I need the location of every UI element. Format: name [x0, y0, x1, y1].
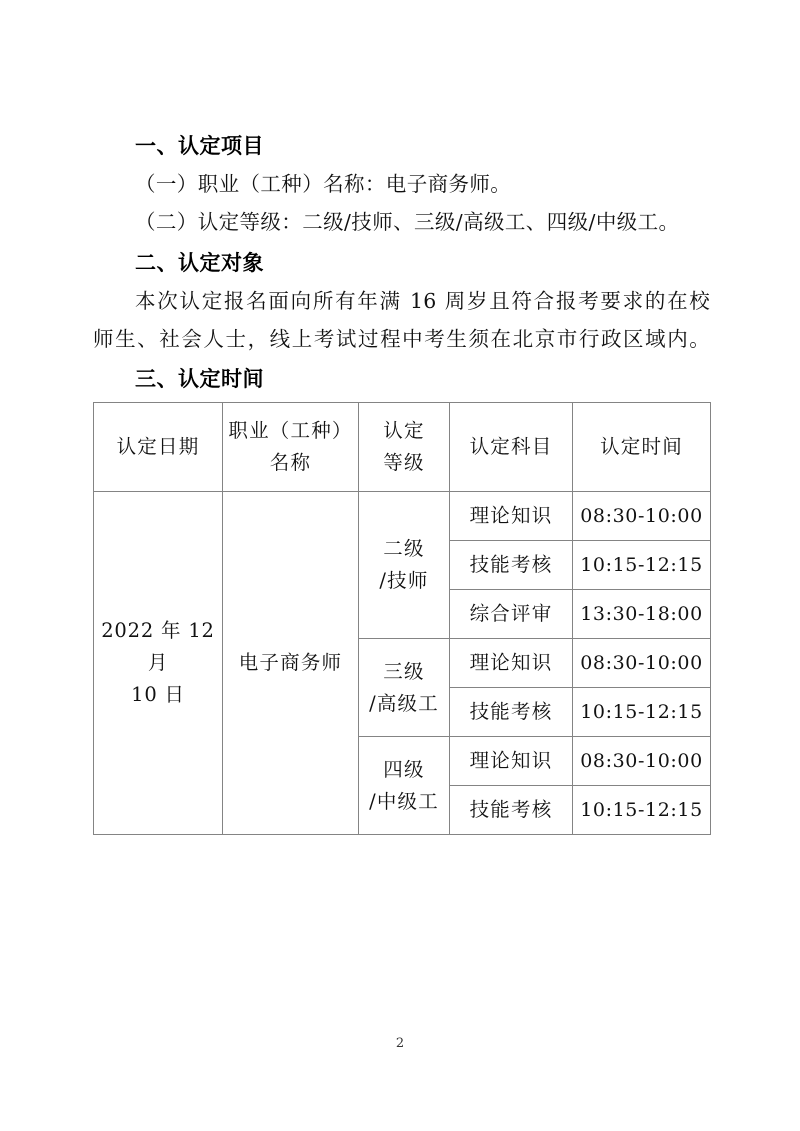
subject-label: 技能考核 [469, 553, 553, 576]
section-2-paragraph-line-2: 师生、社会人士，线上考试过程中考生须在北京市行政区域内。 [93, 327, 710, 351]
header-label-level-line1: 认定 [383, 419, 425, 442]
time-label: 08:30-10:00 [580, 505, 703, 527]
header-label-occupation-line2: 名称 [269, 451, 312, 474]
cell-level-group-1 [359, 492, 450, 639]
cell-time [573, 786, 711, 835]
cell-subject [450, 639, 573, 688]
cell-subject [450, 492, 573, 541]
occupation-label: 电子商务师 [238, 651, 343, 674]
section-heading-3: 三、认定时间 [135, 367, 264, 391]
cell-time [573, 590, 711, 639]
table-row [94, 492, 711, 541]
cell-subject [450, 786, 573, 835]
header-cell-subject [450, 403, 573, 492]
cell-time [573, 737, 711, 786]
subject-label: 综合评审 [469, 602, 553, 625]
table-header-row [94, 403, 711, 492]
date-line-1: 2022 年 12 月 [101, 619, 215, 674]
time-label: 10:15-12:15 [580, 554, 703, 576]
cell-level-group-3 [359, 737, 450, 835]
schedule-table-wrapper [93, 402, 710, 835]
header-label-date: 认定日期 [116, 435, 200, 458]
date-line-2: 10 日 [131, 683, 185, 706]
subject-label: 理论知识 [469, 504, 553, 527]
page-number: 2 [395, 1036, 405, 1051]
cell-time [573, 541, 711, 590]
level-1-line-1: 二级 [383, 537, 425, 560]
header-cell-date [94, 403, 223, 492]
cell-subject [450, 688, 573, 737]
subject-label: 技能考核 [469, 700, 553, 723]
section-heading-2: 二、认定对象 [135, 251, 264, 275]
schedule-table [93, 402, 711, 835]
cell-time [573, 688, 711, 737]
time-label: 08:30-10:00 [580, 652, 703, 674]
time-label: 08:30-10:00 [580, 750, 703, 772]
cell-subject [450, 737, 573, 786]
subject-label: 技能考核 [469, 798, 553, 821]
level-3-line-2: /中级工 [369, 789, 439, 813]
header-cell-occupation [223, 403, 359, 492]
time-label: 10:15-12:15 [580, 799, 703, 821]
cell-occupation [223, 492, 359, 835]
header-label-occupation-line1: 职业（工种） [228, 419, 353, 442]
level-1-line-2: /技师 [379, 569, 429, 592]
section-2-paragraph-line-1: 本次认定报名面向所有年满 16 周岁且符合报考要求的在校 [135, 289, 710, 313]
section-heading-1: 一、认定项目 [135, 134, 264, 158]
header-label-subject: 认定科目 [469, 435, 553, 458]
level-3-line-1: 四级 [383, 757, 425, 781]
time-label: 13:30-18:00 [580, 603, 703, 625]
header-label-time: 认定时间 [600, 435, 683, 458]
cell-date [94, 492, 223, 835]
cell-level-group-2 [359, 639, 450, 737]
section-1-item-1: （一）职业（工种）名称：电子商务师。 [135, 172, 512, 196]
header-cell-level [359, 403, 450, 492]
subject-label: 理论知识 [469, 749, 553, 772]
header-label-level-line2: 等级 [383, 451, 425, 474]
level-2-line-1: 三级 [383, 659, 425, 683]
cell-time [573, 492, 711, 541]
time-label: 10:15-12:15 [580, 701, 703, 723]
subject-label: 理论知识 [469, 651, 553, 674]
section-1-item-2: （二）认定等级：二级/技师、三级/高级工、四级/中级工。 [135, 210, 680, 234]
level-2-line-2: /高级工 [369, 691, 439, 715]
header-cell-time [573, 403, 711, 492]
cell-subject [450, 541, 573, 590]
document-body [93, 128, 710, 835]
cell-time [573, 639, 711, 688]
cell-subject [450, 590, 573, 639]
